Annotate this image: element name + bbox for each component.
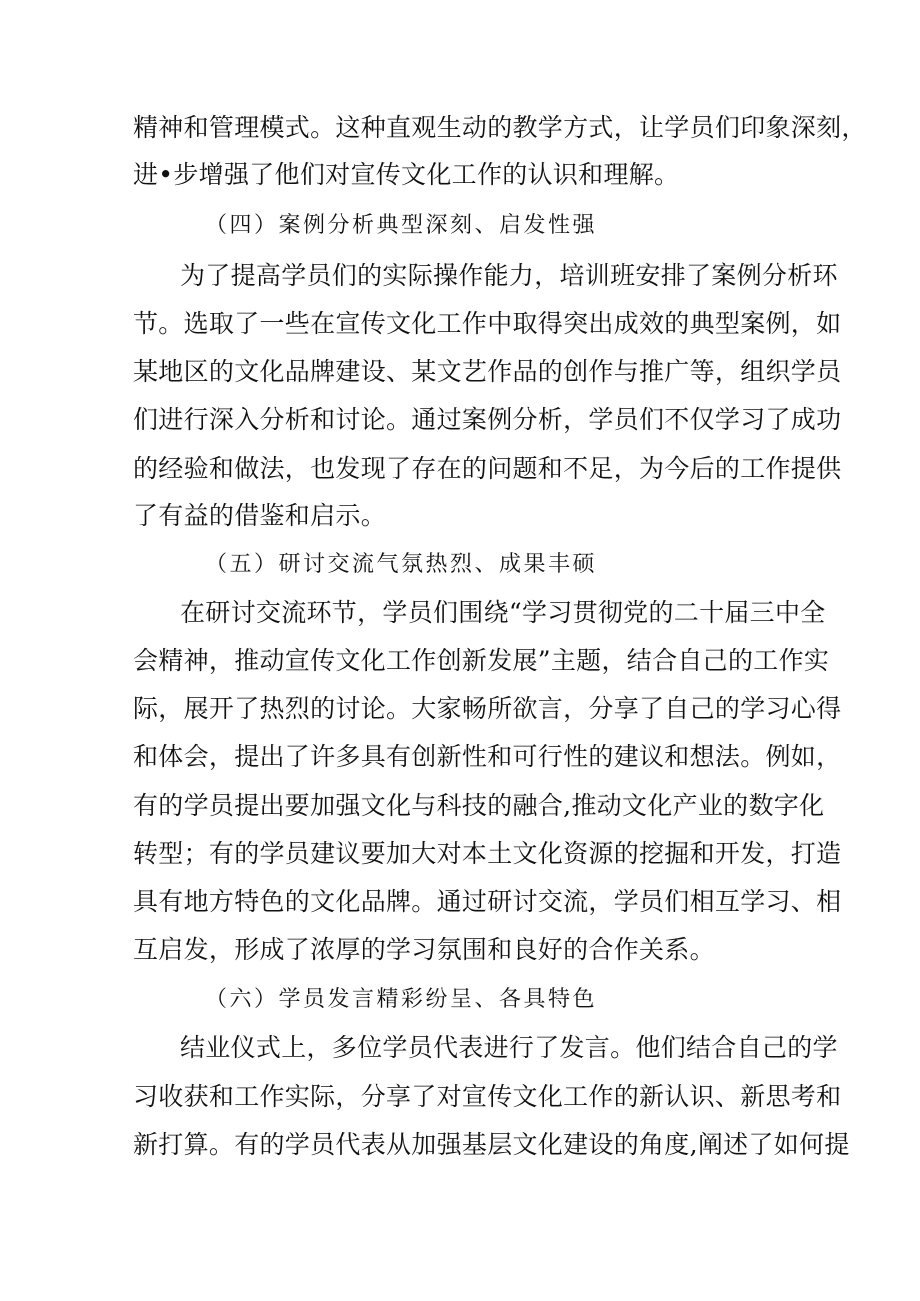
paragraph-line: 了有益的借鉴和启示。 (133, 501, 387, 530)
paragraph-line: 进•步增强了他们对宣传文化工作的认识和理解。 (133, 160, 680, 189)
paragraph-line: 新打算。有的学员代表从加强基层文化建设的角度,阐述了如何提 (133, 1130, 850, 1159)
paragraph-line: 会精神，推动宣传文化工作创新发展”主题，结合自己的工作实 (133, 646, 830, 675)
paragraph-line: 在研讨交流环节，学员们围绕“学习贯彻党的二十届三中全 (180, 598, 826, 627)
paragraph-line: 习收获和工作实际，分享了对宣传文化工作的新认识、新思考和 (133, 1082, 842, 1111)
paragraph-line: 的经验和做法，也发现了存在的问题和不足，为今后的工作提供 (133, 454, 842, 483)
paragraph-line: 具有地方特色的文化品牌。通过研讨交流，学员们相互学习、相 (133, 887, 842, 916)
paragraph-line: 们进行深入分析和讨论。通过案例分析，学员们不仅学习了成功 (133, 405, 842, 434)
section-heading-6: （六）学员发言精彩纷呈、各具特色 (205, 987, 598, 1012)
paragraph-line: 际，展开了热烈的讨论。大家畅所欲言，分享了自己的学习心得 (133, 694, 842, 723)
paragraph-line: 节。选取了一些在宣传文化工作中取得突出成效的典型案例，如 (133, 309, 842, 338)
paragraph-line: 有的学员提出要加强文化与科技的融合,推动文化产业的数字化 (133, 791, 825, 820)
paragraph-line: 某地区的文化品牌建设、某文艺作品的创作与推广等，组织学员 (133, 357, 842, 386)
paragraph-line: 和体会，提出了许多具有创新性和可行性的建议和想法。例如， (133, 742, 842, 771)
paragraph-line: 精神和管理模式。这种直观生动的教学方式，让学员们印象深刻， (133, 113, 867, 142)
paragraph-line: 互启发，形成了浓厚的学习氛围和良好的合作关系。 (133, 935, 715, 964)
section-heading-5: （五）研讨交流气氛热烈、成果丰硕 (205, 552, 598, 577)
paragraph-line: 转型；有的学员建议要加大对本土文化资源的挖掘和开发，打造 (133, 839, 842, 868)
section-heading-4: （四）案例分析典型深刻、启发性强 (205, 213, 598, 238)
paragraph-line: 结业仪式上，多位学员代表进行了发言。他们结合自己的学 (180, 1033, 838, 1062)
paragraph-line: 为了提高学员们的实际操作能力，培训班安排了案例分析环 (180, 261, 838, 290)
